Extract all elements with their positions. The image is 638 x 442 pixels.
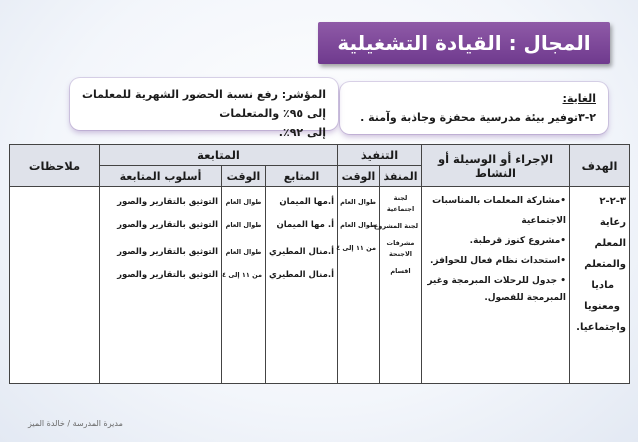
header-action: الإجراء أو الوسيلة أو النشاط (422, 145, 570, 187)
header-follow-time: الوقت (222, 166, 266, 187)
follow-time-cell (222, 187, 266, 384)
goal-cell-line: المعلم والمتعلم (584, 238, 627, 270)
header-follower: المتابع (266, 166, 338, 187)
title-banner (318, 22, 610, 64)
follow-method-cell (100, 187, 222, 384)
follower-line: أ. مها الميمان (276, 220, 334, 230)
executor-line: لجنة المشروع (373, 222, 419, 230)
executor-line: مشرفات (386, 239, 415, 247)
follow-time-line: من ١١ إلى ٤ (222, 271, 262, 279)
indicator-line1: المؤشر: رفع نسبة الحضور الشهرية للمعلمات إلى ٩٥٪ والمتعلمات (81, 88, 326, 120)
follower-cell (266, 187, 338, 384)
follow-method-line: التوثيق بالتقارير والصور (117, 270, 218, 280)
exec-time-cell (338, 187, 380, 384)
action-item: •مشاركة المعلمات بالمناسبات الاجتماعية (432, 196, 567, 226)
executor-line: الاجنحة (388, 250, 413, 258)
follower-line: أ.منال المطيري (268, 270, 334, 280)
goal-cell (570, 187, 630, 384)
header-exec-time: الوقت (338, 166, 380, 187)
header-follow-method: أسلوب المتابعة (100, 166, 222, 187)
header-executor: المنفذ (380, 166, 422, 187)
header-execution: التنفيذ (338, 145, 422, 166)
follow-method-line: التوثيق بالتقارير والصور (117, 220, 218, 230)
exec-time-line: طوال العام (340, 221, 377, 229)
executor-line: اجتماعية (386, 205, 415, 213)
follow-method-line: التوثيق بالتقارير والصور (117, 247, 218, 257)
actions-cell (422, 187, 570, 384)
goal-cell-line: واجتماعيا. (576, 322, 627, 333)
goal-cell-line: ماديا (591, 280, 615, 291)
executor-line: لجنة (393, 194, 408, 202)
executor-line: اقسام (390, 267, 411, 275)
follow-time-line: طوال العام (225, 198, 262, 206)
notes-cell (10, 187, 100, 384)
header-followup: المتابعة (100, 145, 338, 166)
page-title: المجال : القيادة التشغيلية (337, 31, 591, 55)
table-row (10, 187, 630, 384)
executor-cell (373, 187, 422, 384)
action-item: •مشروع كنوز قرطبة. (469, 236, 567, 246)
indicator-card (70, 78, 338, 139)
goal-text: ٢-٣توفير بيئة مدرسية محفزة وجاذبة وآمنة . (360, 111, 596, 124)
follow-method-line: التوثيق بالتقارير والصور (117, 197, 218, 207)
follower-line: أ.منال المطيري (268, 247, 334, 257)
follower-line: أ.مها الميمان (279, 197, 334, 207)
header-goal: الهدف (570, 145, 630, 187)
footer-signature: مديرة المدرسة / خالدة الميز (28, 419, 123, 428)
goal-cell-line: ٣-٢-٢ رعاية (599, 196, 627, 228)
follow-time-line: طوال العام (225, 221, 262, 229)
follow-time-line: طوال العام (225, 248, 262, 256)
plan-table (9, 144, 630, 384)
action-item: • جدول للرحلات المبرمجة وغير المبرمجة للفصول. (427, 276, 567, 303)
action-item: •استحداث نظام فعال للحوافز. (429, 256, 567, 266)
exec-time-line: طوال العام (340, 198, 377, 206)
goal-card (340, 82, 608, 134)
goal-label: الغاية: (562, 92, 596, 105)
goal-cell-line: ومعنويا (584, 301, 621, 312)
header-notes: ملاحظات (10, 145, 100, 187)
exec-time-line: من ١١ إلى ٤ (336, 244, 377, 252)
indicator-line2: إلى ٩٢٪. (278, 126, 326, 139)
